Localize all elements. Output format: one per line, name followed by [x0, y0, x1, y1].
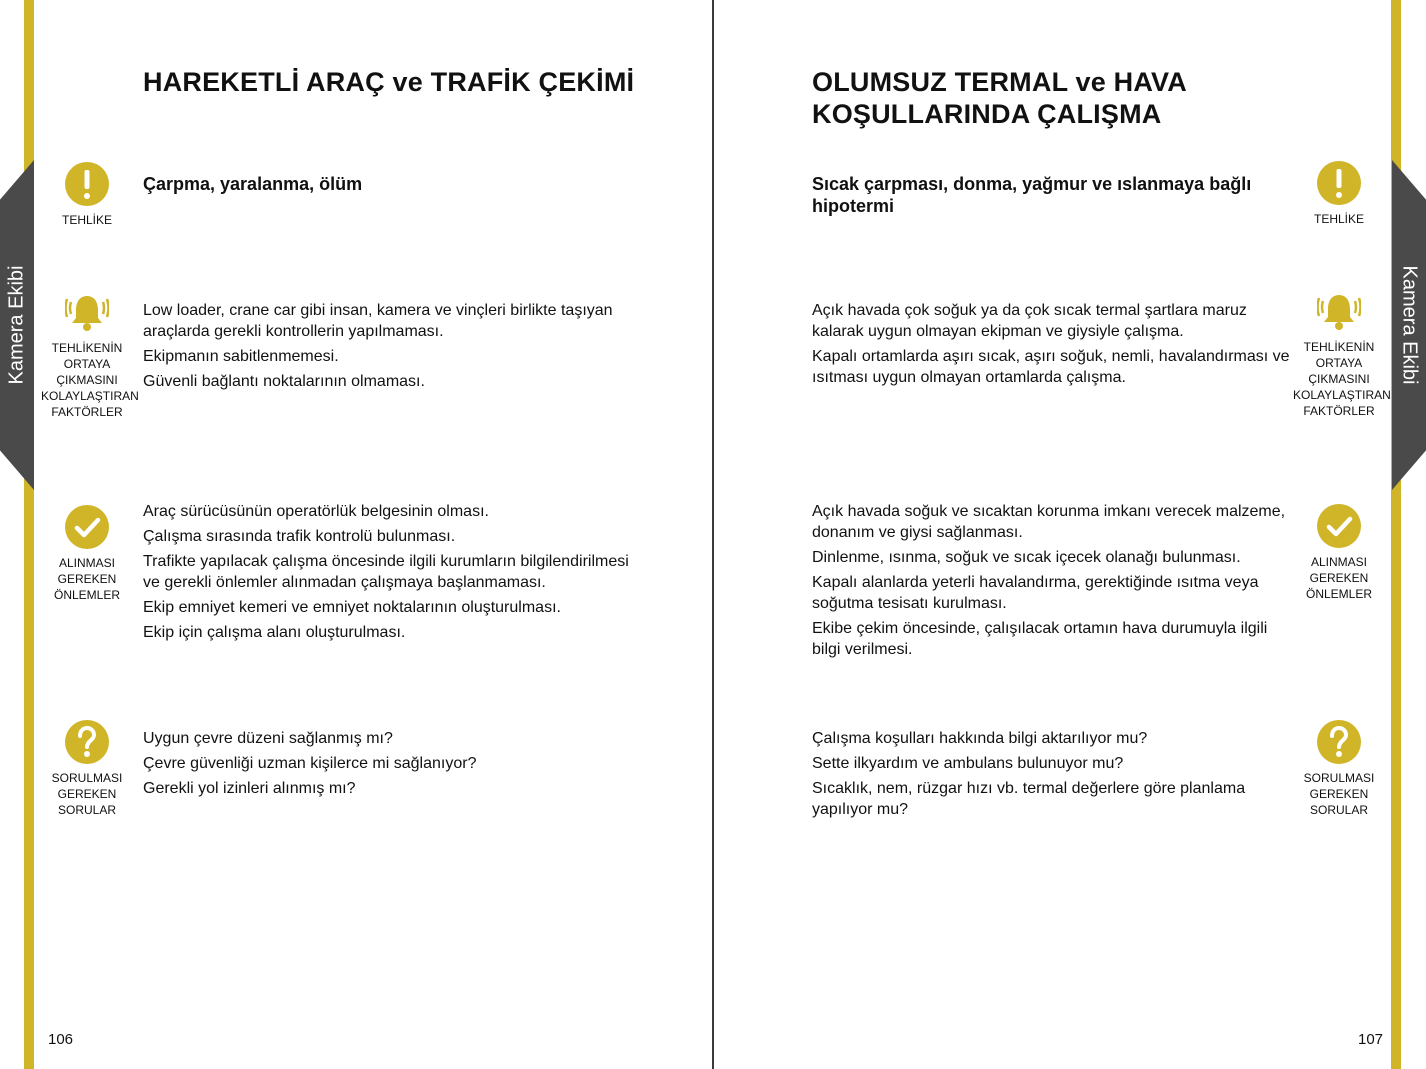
- checkmark-icon: [1317, 504, 1361, 548]
- list-item: Çalışma sırasında trafik kontrolü bulunması.: [143, 528, 456, 545]
- list-item: Çalışma koşulları hakkında bilgi aktarılıyor mu?: [812, 730, 1148, 747]
- left-factors-list: [143, 300, 633, 396]
- page-number: 107: [1358, 1031, 1384, 1048]
- question-icon: [65, 720, 109, 764]
- page-number: 106: [48, 1031, 74, 1048]
- list-item: Dinlenme, ısınma, soğuk ve sıcak içecek olanağı bulunması.: [812, 549, 1241, 566]
- measures-label: ALINMASI GEREKEN ÖNLEMLER: [1305, 555, 1373, 601]
- left-measures-list: [143, 501, 633, 647]
- hazard-label: TEHLİKE: [1313, 212, 1364, 226]
- right-factors-icon-block: [1293, 289, 1391, 419]
- right-measures-icon-block: [1293, 504, 1385, 602]
- right-questions-icon-block: [1293, 720, 1385, 818]
- questions-label: SORULMASI GEREKEN SORULAR: [51, 771, 123, 817]
- questions-label: SORULMASI GEREKEN SORULAR: [1303, 771, 1375, 817]
- checkmark-icon: [65, 505, 109, 549]
- exclamation-icon: [1317, 161, 1361, 205]
- list-item: Ekibe çekim öncesinde, çalışılacak ortamın hava durumuyla ilgili bilgi verilmesi.: [812, 620, 1268, 658]
- list-item: Uygun çevre düzeni sağlanmış mı?: [143, 730, 393, 747]
- bell-icon: [65, 290, 109, 334]
- right-page-title: OLUMSUZ TERMAL ve HAVA KOŞULLARINDA ÇALIŞMA: [812, 67, 1186, 129]
- list-item: Ekip için çalışma alanı oluşturulması.: [143, 624, 406, 641]
- list-item: Güvenli bağlantı noktalarının olmaması.: [143, 373, 425, 390]
- list-item: Sıcaklık, nem, rüzgar hızı vb. termal değerlere göre planlama yapılıyor mu?: [812, 780, 1246, 818]
- left-questions-list: [143, 728, 633, 803]
- question-icon: [1317, 720, 1361, 764]
- right-hazard-text: Sıcak çarpması, donma, yağmur ve ıslanmaya bağlı hipotermi: [812, 174, 1252, 216]
- factors-label: TEHLİKENİN ORTAYA ÇIKMASINI KOLAYLAŞTIRAN FAKTÖRLER: [41, 341, 139, 419]
- factors-label: TEHLİKENİN ORTAYA ÇIKMASINI KOLAYLAŞTIRAN FAKTÖRLER: [1293, 340, 1391, 418]
- hazard-label: TEHLİKE: [61, 213, 112, 227]
- left-questions-icon-block: [41, 720, 133, 818]
- list-item: Araç sürücüsünün operatörlük belgesinin olması.: [143, 503, 489, 520]
- left-page-title: HAREKETLİ ARAÇ ve TRAFİK ÇEKİMİ: [143, 67, 635, 97]
- list-item: Açık havada çok soğuk ya da çok sıcak termal şartlara maruz kalarak uygun olmayan ekipman ve giysiyle çalışma.: [812, 302, 1247, 340]
- list-item: Sette ilkyardım ve ambulans bulunuyor mu?: [812, 755, 1124, 772]
- left-hazard-text: Çarpma, yaralanma, ölüm: [143, 174, 363, 194]
- measures-label: ALINMASI GEREKEN ÖNLEMLER: [53, 556, 121, 602]
- right-questions-list: [812, 728, 1290, 824]
- left-hazard-icon-block: [41, 162, 133, 228]
- right-factors-list: [812, 300, 1290, 392]
- exclamation-icon: [65, 162, 109, 206]
- left-accent-bar: [24, 0, 34, 1069]
- list-item: Çevre güvenliği uzman kişilerce mi sağlanıyor?: [143, 755, 477, 772]
- list-item: Trafikte yapılacak çalışma öncesinde ilgili kurumların bilgilendirilmesi ve gerekli önlemler alınmadan çalışmaya başlanmaması.: [143, 553, 629, 591]
- left-factors-icon-block: [41, 290, 139, 420]
- right-measures-list: [812, 501, 1290, 664]
- book-spine: [712, 0, 714, 1069]
- list-item: Ekipmanın sabitlenmemesi.: [143, 348, 339, 365]
- list-item: Ekip emniyet kemeri ve emniyet noktalarının oluşturulması.: [143, 599, 561, 616]
- list-item: Açık havada soğuk ve sıcaktan korunma imkanı verecek malzeme, donanım ve giysi sağlanması.: [812, 503, 1286, 541]
- right-hazard-icon-block: [1293, 161, 1385, 227]
- list-item: Gerekli yol izinleri alınmış mı?: [143, 780, 356, 797]
- right-accent-bar: [1391, 0, 1401, 1069]
- list-item: Kapalı alanlarda yeterli havalandırma, gerektiğinde ısıtma veya soğutma tesisatı kurulması.: [812, 574, 1259, 612]
- left-measures-icon-block: [41, 505, 133, 603]
- bell-icon: [1317, 289, 1361, 333]
- list-item: Low loader, crane car gibi insan, kamera ve vinçleri birlikte taşıyan araçlarda gerekli kontrollerin yapılmaması.: [143, 302, 613, 340]
- list-item: Kapalı ortamlarda aşırı sıcak, aşırı soğuk, nemli, havalandırması ve ısıtması uygun olmayan ortamlarda çalışma.: [812, 348, 1290, 386]
